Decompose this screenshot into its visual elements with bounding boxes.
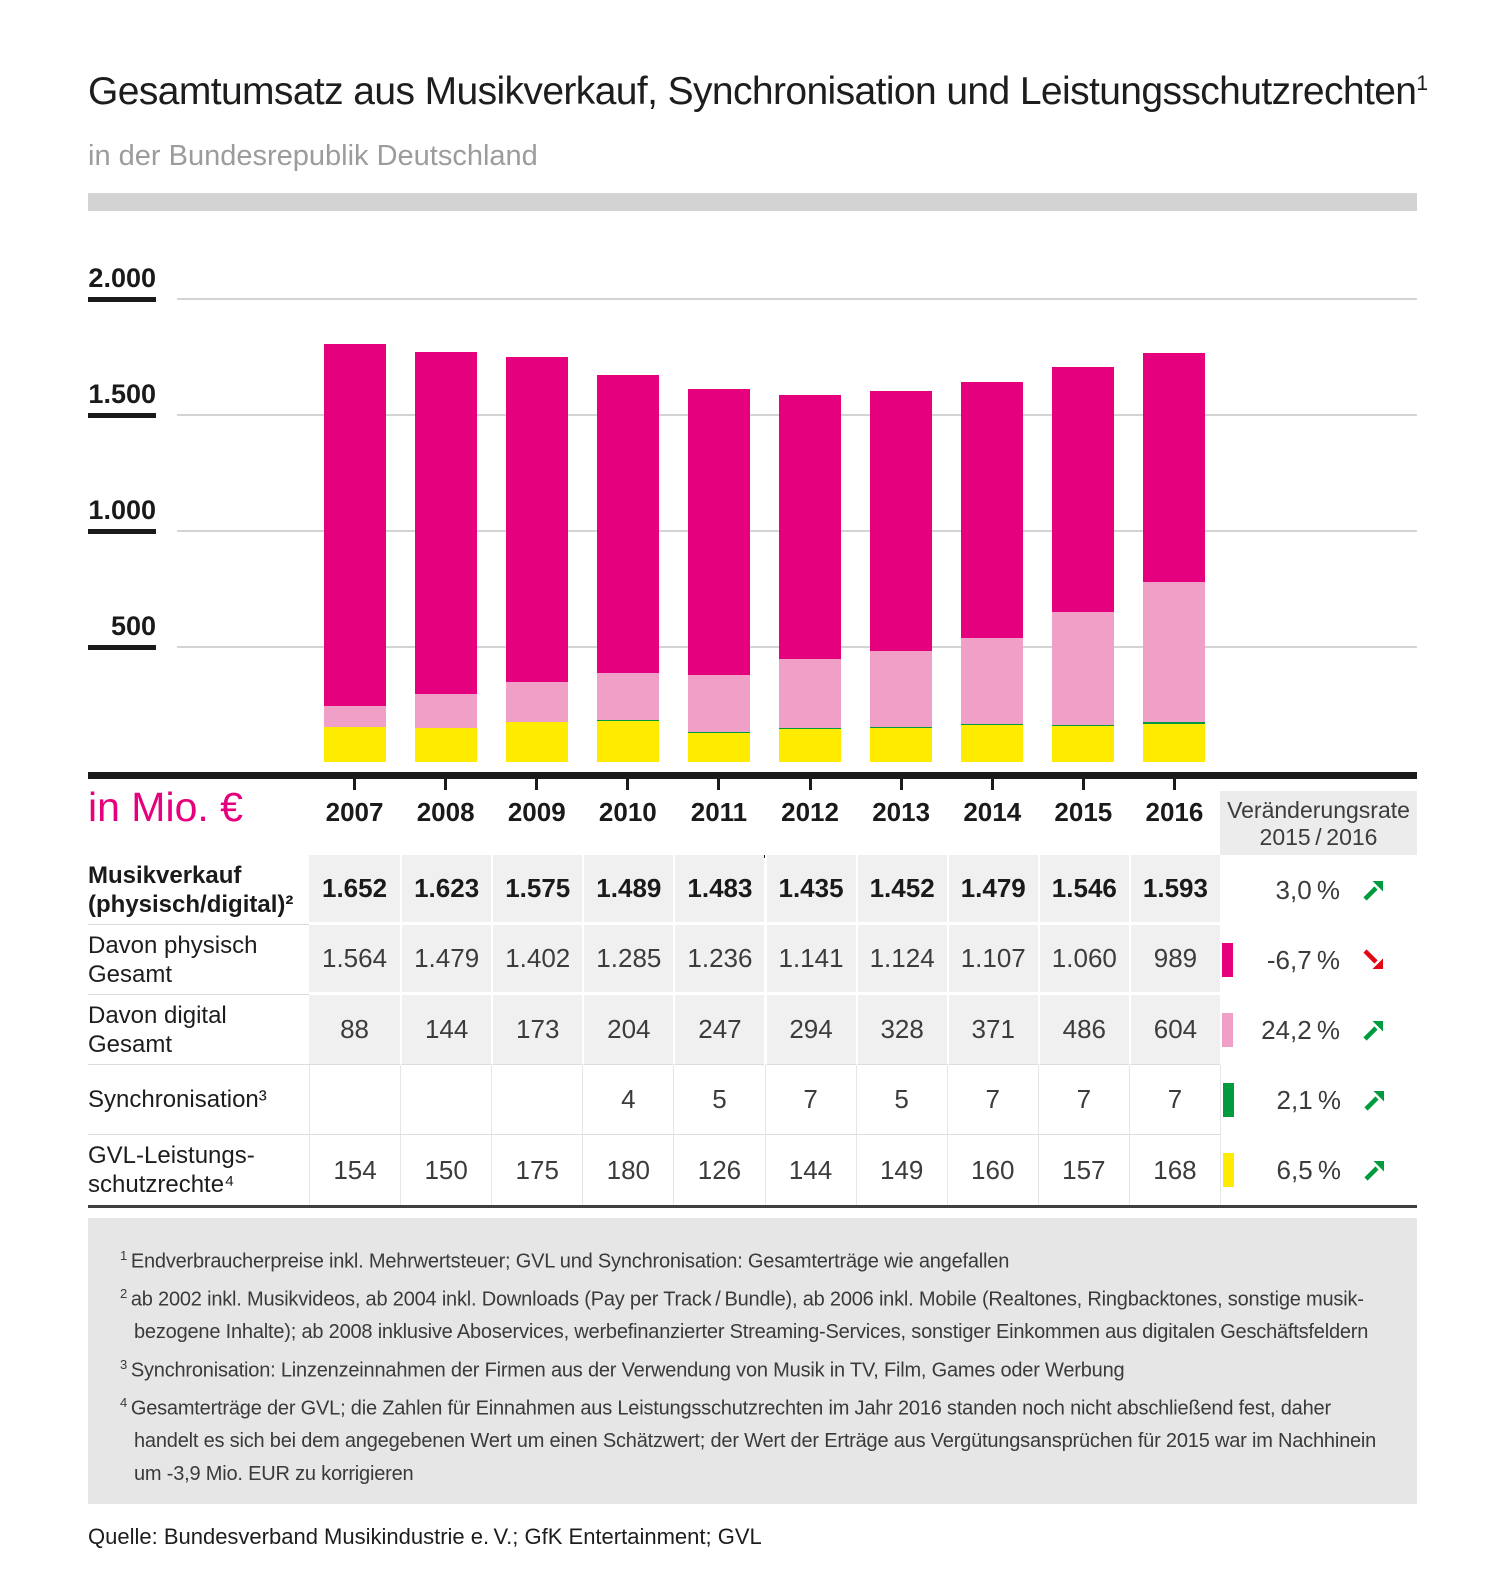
row-label-line: Synchronisation³	[88, 1086, 267, 1113]
footnote-marker: 1	[120, 1248, 128, 1263]
x-axis-year-label: 2008	[416, 797, 475, 827]
row-label-line: Gesamt	[88, 1030, 173, 1058]
x-axis-tick	[1173, 779, 1176, 790]
bar-segment-digital	[1052, 612, 1114, 725]
y-axis-tick-underline	[88, 529, 156, 534]
row-label	[88, 925, 309, 995]
value-cell: 1.564	[309, 925, 400, 995]
value-cell	[309, 1065, 400, 1135]
value-cell	[491, 1065, 582, 1135]
gridline	[177, 298, 1417, 300]
value-cell: 1.402	[491, 925, 582, 995]
footnote-marker: 4	[120, 1394, 128, 1410]
unit-label: in Mio. €	[88, 784, 243, 830]
value-cell: 204	[582, 995, 673, 1065]
bar-segment-physisch	[1143, 353, 1205, 582]
trend-down-icon	[1360, 946, 1388, 974]
footnote-marker: 3	[120, 1356, 128, 1372]
bar-segment-synchronisation	[1052, 725, 1114, 727]
x-axis-tick	[353, 779, 356, 790]
bar-segment-physisch	[415, 352, 477, 694]
value-cell: 1.285	[582, 925, 673, 995]
value-cell: 7	[765, 1065, 856, 1135]
value-cell: 1.652	[309, 855, 400, 925]
footnote: $^3$ Synchronisation: Linzenzeinnahmen der Firmen aus der Verwendung von Musik in TV, Film, Games oder Werbung	[120, 1356, 1125, 1382]
trend-up-icon	[1361, 1086, 1389, 1114]
trend-up-icon	[1361, 1156, 1389, 1184]
x-axis-year-label: 2016	[1145, 797, 1204, 827]
value-cell: 294	[765, 995, 856, 1065]
y-axis-tick-label: 1.500	[88, 379, 156, 410]
bar-segment-gvl	[415, 728, 477, 763]
value-cell: 173	[491, 995, 582, 1065]
bar-segment-digital	[597, 673, 659, 720]
bar-segment-digital	[779, 659, 841, 727]
y-axis-tick-label: 500	[110, 610, 156, 641]
value-cell: 160	[947, 1135, 1038, 1205]
page-title-text: Gesamtumsatz aus Musikverkauf, Synchronisation und Leistungsschutzrechten	[88, 70, 1417, 113]
value-cell: 1.546	[1038, 855, 1129, 925]
x-axis-tick	[991, 779, 994, 790]
x-axis-year-label: 2009	[507, 797, 566, 827]
bar-segment-gvl	[1052, 726, 1114, 762]
value-cell: 1.489	[582, 855, 673, 925]
x-axis-tick	[535, 779, 538, 790]
y-axis-tick-underline	[88, 645, 156, 650]
bar-segment-gvl	[870, 728, 932, 763]
change-value: 24,2 %	[1261, 1014, 1340, 1045]
y-axis-tick-underline	[88, 413, 156, 418]
bar-segment-synchronisation	[597, 720, 659, 721]
value-cell: 1.124	[856, 925, 947, 995]
bar-segment-digital	[506, 682, 568, 722]
x-axis-tick	[900, 779, 903, 790]
value-cell: 247	[673, 995, 764, 1065]
footnote: $^4$ Gesamterträge der GVL; die Zahlen für Einnahmen aus Leistungsschutzrechten im Jahr 2016 standen noch nicht abschließend fest, daher handelt es sich bei dem angegebenen Wert um einen Schätzwert; der Wert der Erträge aus Vergütungsansprüchen für 2015 war im Nachhinein um -3,9 Mio. EUR zu korrigieren	[120, 1394, 1377, 1485]
value-cell	[400, 1065, 491, 1135]
row-label	[88, 995, 309, 1065]
x-axis-tick	[717, 779, 720, 790]
bar-segment-gvl	[506, 722, 568, 763]
value-cell: 1.452	[856, 855, 947, 925]
value-cell: 1.479	[947, 855, 1038, 925]
value-cell: 88	[309, 995, 400, 1065]
value-cell: 371	[947, 995, 1038, 1065]
change-value: -6,7 %	[1266, 944, 1340, 975]
x-axis-tick	[1082, 779, 1085, 790]
row-label-line: Davon physisch	[88, 931, 258, 959]
x-axis-year-label: 2015	[1054, 797, 1113, 827]
trend-up-icon	[1360, 876, 1388, 904]
value-cell: 5	[673, 1065, 764, 1135]
bar-segment-physisch	[597, 375, 659, 673]
footnote: $^2$ ab 2002 inkl. Musikvideos, ab 2004 inkl. Downloads (Pay per Track / Bundle), ab 2006 inkl. Mobile (Realtones, Ringbacktones, sonstige musik-bezogene Inhalte); ab 2008 inklusive Aboservices, werbefinanzierter Streaming-Services, sonstiger Einkommen aus digitalen Geschäftsfeldern	[120, 1286, 1369, 1344]
bar-segment-digital	[688, 675, 750, 732]
value-cell: 1.060	[1038, 925, 1129, 995]
row-label-line: GVL-Leistungs-	[88, 1142, 255, 1169]
value-cell: 175	[491, 1135, 582, 1205]
value-cell: 157	[1038, 1135, 1129, 1205]
y-axis-tick-underline	[88, 297, 156, 302]
bar-segment-synchronisation	[779, 728, 841, 730]
bar-segment-physisch	[324, 344, 386, 706]
change-rate-header	[1220, 791, 1417, 855]
x-axis-year-label: 2013	[872, 797, 931, 827]
value-cell: 1.623	[400, 855, 491, 925]
x-axis-year-label: 2012	[781, 797, 839, 827]
change-value: 2,1 %	[1276, 1084, 1341, 1115]
row-label-line: Gesamt	[88, 960, 173, 988]
bar-segment-physisch	[688, 389, 750, 675]
bar-segment-physisch	[870, 391, 932, 651]
bar-segment-gvl	[779, 729, 841, 762]
change-value: 6,5 %	[1276, 1154, 1341, 1185]
page-title	[88, 70, 1427, 114]
page-subtitle: in der Bundesrepublik Deutschland	[88, 140, 538, 172]
value-cell: 180	[582, 1135, 673, 1205]
x-axis-line	[88, 772, 1417, 779]
y-axis-tick-label: 2.000	[88, 263, 156, 294]
value-cell: 1.141	[765, 925, 856, 995]
value-cell: 1.107	[947, 925, 1038, 995]
value-cell: 5	[856, 1065, 947, 1135]
change-cell	[1220, 995, 1417, 1065]
change-rate-header-line2: 2015 / 2016	[1259, 824, 1378, 850]
value-cell: 154	[309, 1135, 400, 1205]
footnote: $^1$ Endverbraucherpreise inkl. Mehrwertsteuer; GVL und Synchronisation: Gesamterträge wie angefallen	[120, 1248, 1010, 1273]
row-label-line: schutzrechte⁴	[88, 1171, 235, 1198]
value-cell: 126	[673, 1135, 764, 1205]
value-cell: 328	[856, 995, 947, 1065]
x-axis-year-label: 2011	[690, 797, 748, 827]
notes-area	[88, 1218, 1417, 1550]
row-label	[88, 855, 309, 925]
value-cell: 144	[765, 1135, 856, 1205]
change-rate-header-line1: Veränderungsrate	[1227, 797, 1410, 823]
footnote-box	[88, 1218, 1417, 1504]
value-cell: 1.593	[1129, 855, 1220, 925]
bar-segment-gvl	[597, 721, 659, 763]
value-cell: 7	[1038, 1065, 1129, 1135]
value-cell: 1.435	[765, 855, 856, 925]
x-axis-tick	[626, 779, 629, 790]
row-label	[88, 1135, 309, 1205]
value-cell: 1.483	[673, 855, 764, 925]
value-cell: 4	[582, 1065, 673, 1135]
bar-segment-digital	[961, 638, 1023, 724]
row-label-line: Davon digital	[88, 1001, 227, 1029]
bar-segment-synchronisation	[688, 732, 750, 733]
bar-segment-physisch	[779, 395, 841, 659]
bar-segment-gvl	[688, 733, 750, 762]
value-cell: 1.479	[400, 925, 491, 995]
value-cell: 604	[1129, 995, 1220, 1065]
change-cell	[1220, 1065, 1417, 1135]
change-cell	[1220, 855, 1417, 925]
value-cell: 150	[400, 1135, 491, 1205]
value-cell: 1.236	[673, 925, 764, 995]
bar-segment-digital	[1143, 582, 1205, 722]
value-cell: 168	[1129, 1135, 1220, 1205]
value-cell: 7	[1129, 1065, 1220, 1135]
change-cell	[1220, 925, 1417, 995]
value-cell: 1.575	[491, 855, 582, 925]
table-bottom-border	[88, 1205, 1417, 1208]
bar-segment-gvl	[961, 725, 1023, 762]
value-cell: 7	[947, 1065, 1038, 1135]
x-axis-tick	[809, 779, 812, 790]
footnote-marker: 2	[120, 1286, 128, 1302]
bar-segment-physisch	[1052, 367, 1114, 612]
value-cell: 989	[1129, 925, 1220, 995]
bar-segment-gvl	[1143, 724, 1205, 763]
x-axis-year-label: 2014	[963, 797, 1022, 827]
bar-segment-digital	[324, 706, 386, 726]
value-cell: 486	[1038, 995, 1129, 1065]
bar-segment-physisch	[506, 357, 568, 682]
bar-segment-digital	[870, 651, 932, 727]
row-label-line: (physisch/digital)²	[88, 890, 294, 918]
y-axis-tick-label: 1.000	[88, 494, 156, 525]
value-cell: 149	[856, 1135, 947, 1205]
bar-segment-physisch	[961, 382, 1023, 638]
row-label-line: Musikverkauf	[88, 861, 242, 889]
bar-segment-gvl	[324, 727, 386, 763]
x-axis-tick	[444, 779, 447, 790]
bar-segment-synchronisation	[961, 724, 1023, 726]
value-cell: 144	[400, 995, 491, 1065]
bar-segment-digital	[415, 694, 477, 727]
change-cell	[1220, 1135, 1417, 1205]
x-axis-year-label: 2010	[598, 797, 657, 827]
divider-band	[88, 193, 1417, 211]
trend-up-icon	[1360, 1016, 1388, 1044]
row-label	[88, 1065, 309, 1135]
source-line: Quelle: Bundesverband Musikindustrie e. V.; GfK Entertainment; GVL	[88, 1524, 762, 1550]
bar-segment-synchronisation	[1143, 722, 1205, 724]
change-value: 3,0 %	[1275, 874, 1340, 905]
bar-segment-synchronisation	[870, 727, 932, 728]
title-footnote-ref: 1	[1416, 72, 1428, 95]
x-axis-year-label: 2007	[325, 797, 384, 827]
